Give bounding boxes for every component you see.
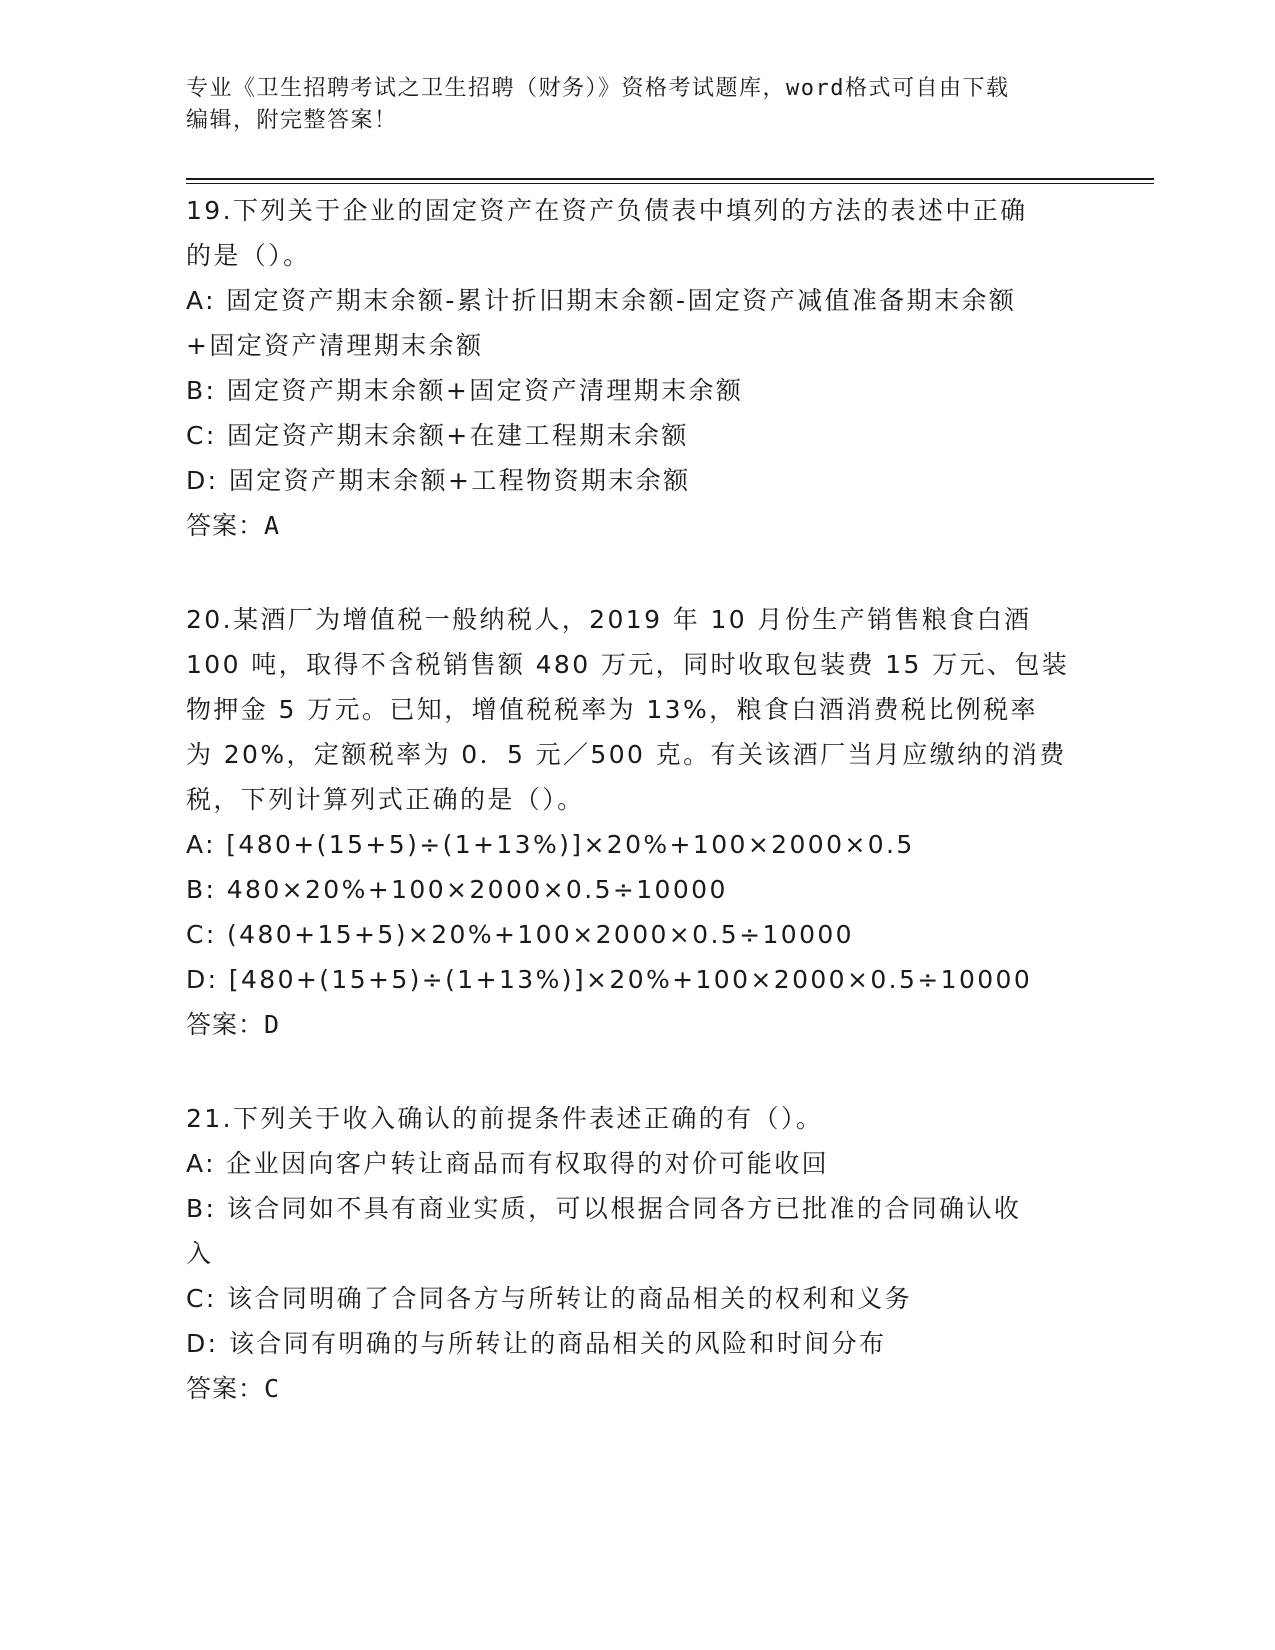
header-divider-thin: [186, 183, 1154, 184]
option-a-continued: +固定资产清理期末余额: [186, 331, 484, 360]
question-stem-line: 100 吨，取得不含税销售额 480 万元，同时收取包装费 15 万元、包装: [186, 650, 1070, 679]
question-stem-line: 为 20%，定额税率为 0．5 元／500 克。有关该酒厂当月应缴纳的消费: [186, 740, 1067, 769]
option-c: C: 该合同明确了合同各方与所转让的商品相关的权利和义务: [186, 1284, 913, 1313]
answer-label: 答案：A: [186, 511, 281, 540]
option-c: C: (480+15+5)×20%+100×2000×0.5÷10000: [186, 920, 854, 949]
option-b: B: 480×20%+100×2000×0.5÷10000: [186, 875, 728, 904]
option-d: D: 固定资产期末余额+工程物资期末余额: [186, 466, 691, 495]
question-stem-line: 20.某酒厂为增值税一般纳税人，2019 年 10 月份生产销售粮食白酒: [186, 605, 1032, 634]
option-b-continued: 入: [186, 1239, 214, 1268]
option-a: A: 固定资产期末余额-累计折旧期末余额-固定资产减值准备期末余额: [186, 286, 1017, 315]
question-stem-line: 21.下列关于收入确认的前提条件表述正确的有（）。: [186, 1104, 824, 1133]
question-20: [186, 597, 1086, 1047]
document-header: [186, 73, 1066, 137]
option-a: A: [480+(15+5)÷(1+13%)]×20%+100×2000×0.5: [186, 830, 915, 859]
header-divider-thick: [186, 178, 1154, 180]
option-d: D: 该合同有明确的与所转让的商品相关的风险和时间分布: [186, 1329, 887, 1358]
question-21: [186, 1096, 1086, 1411]
answer-label: 答案：C: [186, 1374, 281, 1403]
header-line-1: 专业《卫生招聘考试之卫生招聘（财务）》资格考试题库，word格式可自由下载: [186, 76, 1010, 101]
question-stem-line: 物押金 5 万元。已知，增值税税率为 13%，粮食白酒消费税比例税率: [186, 695, 1038, 724]
question-stem-line: 税，下列计算列式正确的是（）。: [186, 785, 585, 814]
question-19: [186, 188, 1086, 548]
header-line-2: 编辑，附完整答案！: [186, 108, 398, 133]
option-a: A: 企业因向客户转让商品而有权取得的对价可能收回: [186, 1149, 830, 1178]
question-stem-line: 19.下列关于企业的固定资产在资产负债表中填列的方法的表述中正确: [186, 196, 1028, 225]
question-stem-line: 的是（）。: [186, 241, 311, 270]
option-c: C: 固定资产期末余额+在建工程期末余额: [186, 421, 689, 450]
option-b: B: 固定资产期末余额+固定资产清理期末余额: [186, 376, 744, 405]
option-b: B: 该合同如不具有商业实质，可以根据合同各方已批准的合同确认收: [186, 1194, 1022, 1223]
answer-label: 答案：D: [186, 1010, 281, 1039]
option-d: D: [480+(15+5)÷(1+13%)]×20%+100×2000×0.5÷10000: [186, 965, 1033, 994]
